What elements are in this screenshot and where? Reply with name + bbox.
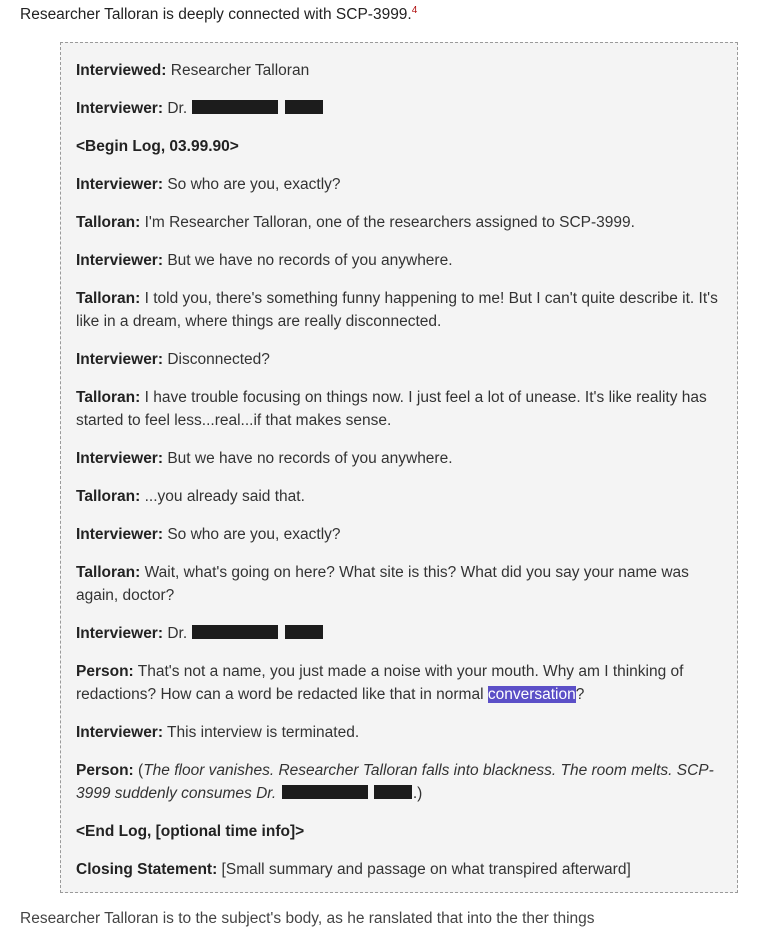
speaker-label: Interviewer: — [76, 252, 164, 269]
intro-paragraph — [20, 4, 417, 26]
line-text: ...you already said that. — [144, 488, 305, 505]
selected-text-highlight[interactable]: conversation — [487, 686, 576, 703]
line-text: I told you, there's something funny happening to me! But I can't quite describe it. It's like in a dream, where things are really disconnected. — [76, 290, 718, 330]
speaker-label: Talloran: — [76, 214, 141, 231]
log-entry-interviewer — [76, 97, 722, 120]
closing-text: [Small summary and passage on what transpired afterward] — [221, 861, 631, 878]
speaker-label: Interviewed: — [76, 62, 167, 79]
log-line — [76, 211, 722, 234]
line-text: Dr. — [167, 625, 188, 642]
log-line — [76, 721, 722, 744]
speaker-label: Interviewer: — [76, 450, 164, 467]
closing-statement — [76, 858, 722, 881]
outro-paragraph: Researcher Talloran is to the subject's body, as he ranslated that into the ther things — [20, 910, 595, 927]
paren-close: .) — [412, 785, 423, 802]
entry-text: Dr. — [167, 100, 188, 117]
speaker-label: Interviewer: — [76, 351, 164, 368]
log-line — [76, 249, 722, 272]
speaker-label: Interviewer: — [76, 625, 164, 642]
line-text: So who are you, exactly? — [167, 176, 341, 193]
line-text: Wait, what's going on here? What site is this? What did you say your name was again, doctor? — [76, 564, 689, 604]
speaker-label: Talloran: — [76, 488, 141, 505]
log-entry-interviewed — [76, 59, 722, 82]
speaker-label: Talloran: — [76, 564, 141, 581]
log-line — [76, 173, 722, 196]
redaction-bar — [374, 785, 412, 799]
redaction-bar — [192, 625, 278, 639]
line-tail: ? — [575, 686, 585, 703]
line-text: Disconnected? — [167, 351, 270, 368]
intro-text: Researcher Talloran is deeply connected with SCP-3999. — [20, 6, 412, 23]
log-line — [76, 485, 722, 508]
redaction-bar — [285, 625, 323, 639]
redaction-bar — [192, 100, 278, 114]
log-begin-marker: <Begin Log, 03.99.90> — [76, 138, 239, 155]
log-line — [76, 759, 722, 805]
line-text: I'm Researcher Talloran, one of the researchers assigned to SCP-3999. — [144, 214, 635, 231]
log-line — [76, 447, 722, 470]
speaker-label: Person: — [76, 762, 134, 779]
line-text: So who are you, exactly? — [167, 526, 341, 543]
speaker-label: Talloran: — [76, 389, 141, 406]
log-line — [76, 561, 722, 607]
speaker-label: Talloran: — [76, 290, 141, 307]
line-text: But we have no records of you anywhere. — [167, 252, 453, 269]
footnote-link[interactable]: 4 — [411, 4, 418, 16]
speaker-label: Closing Statement: — [76, 861, 218, 878]
log-line — [76, 348, 722, 371]
log-line — [76, 523, 722, 546]
log-line — [76, 622, 722, 645]
line-text: I have trouble focusing on things now. I just feel a lot of unease. It's like reality has started to feel less...real...if that makes sense. — [76, 389, 707, 429]
speaker-label: Interviewer: — [76, 176, 164, 193]
interview-log-box — [60, 42, 738, 893]
entry-text: Researcher Talloran — [170, 62, 310, 79]
italic-action-text: The floor vanishes. Researcher Talloran falls into blackness. The room melts. SCP-3999 suddenly consumes Dr. — [76, 762, 714, 802]
log-end-marker: <End Log, [optional time info]> — [76, 823, 305, 840]
speaker-label: Person: — [76, 663, 134, 680]
line-text: That's not a name, you just made a noise with your mouth. Why am I thinking of redactions? How can a word be redacted like that in normal — [76, 663, 684, 703]
log-line — [76, 660, 722, 706]
paren-open: ( — [138, 762, 144, 779]
log-line — [76, 386, 722, 432]
speaker-label: Interviewer: — [76, 526, 164, 543]
line-text: This interview is terminated. — [167, 724, 360, 741]
speaker-label: Interviewer: — [76, 724, 164, 741]
redaction-bar — [282, 785, 368, 799]
log-line — [76, 287, 722, 333]
speaker-label: Interviewer: — [76, 100, 164, 117]
redaction-bar — [285, 100, 323, 114]
line-text: But we have no records of you anywhere. — [167, 450, 453, 467]
